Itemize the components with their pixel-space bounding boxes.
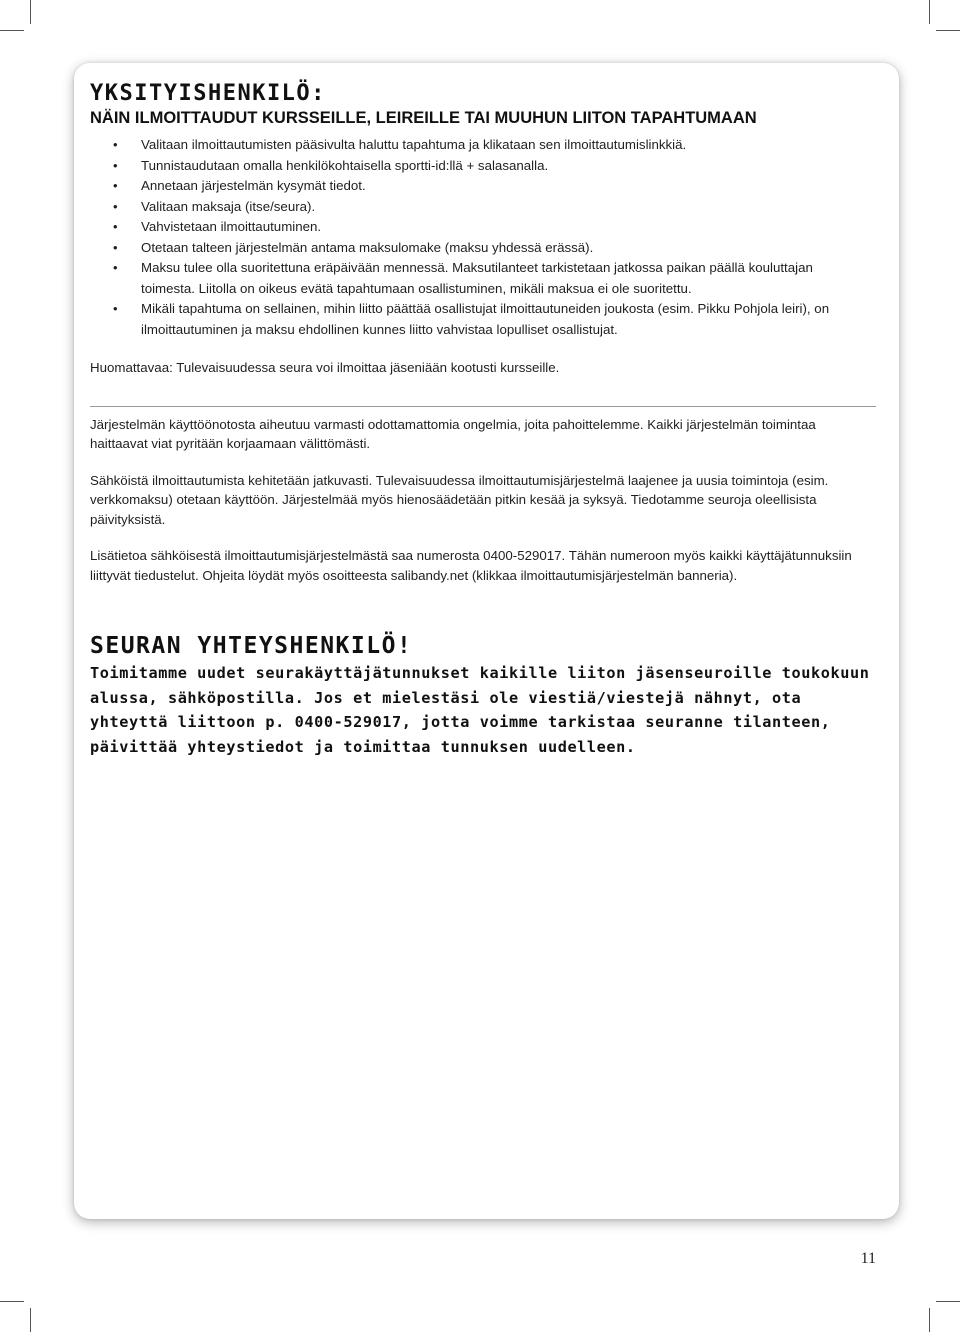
list-item: • Mikäli tapahtuma on sellainen, mihin liitto päättää osallistujat ilmoittautuneiden joukosta (esim. Pikku Pohjola leiri), on ilmoittautuminen ja maksu ehdollinen kunnes liitto vahvistaa lopulliset osallistujat.	[90, 299, 870, 340]
crop-mark	[30, 1308, 31, 1332]
content-card	[74, 63, 899, 1219]
crop-mark	[929, 1308, 930, 1332]
note-paragraph: Huomattavaa: Tulevaisuudessa seura voi ilmoittaa jäseniään kootusti kursseille.	[90, 360, 560, 375]
list-item: • Valitaan ilmoittautumisten pääsivulta haluttu tapahtuma ja klikataan sen ilmoittautumislinkkiä.	[90, 135, 870, 156]
crop-mark	[929, 0, 930, 24]
list-item: • Maksu tulee olla suoritettuna eräpäivään mennessä. Maksutilanteet tarkistetaan jatkossa paikan päällä kouluttajan toimesta. Liitolla on oikeus evätä tapahtumaan osallistuminen, mikäli maksua ei ole suoritettu.	[90, 258, 870, 299]
list-item: • Annetaan järjestelmän kysymät tiedot.	[90, 176, 870, 197]
instruction-list	[90, 135, 870, 340]
list-item: • Tunnistaudutaan omalla henkilökohtaisella sportti-id:llä + salasanalla.	[90, 156, 870, 177]
crop-mark	[936, 1301, 960, 1302]
info-paragraph: Järjestelmän käyttöönotosta aiheutuu varmasti odottamattomia ongelmia, joita pahoittelemme. Kaikki järjestelmän toimintaa haittaavat viat pyritään korjaamaan välittömästi.	[90, 416, 816, 451]
section1-subtitle: NÄIN ILMOITTAUDUT KURSSEILLE, LEIREILLE TAI MUUHUN LIITON TAPAHTUMAAN	[90, 109, 757, 127]
crop-mark	[0, 1301, 24, 1302]
info-paragraph: Sähköistä ilmoittautumista kehitetään jatkuvasti. Tulevaisuudessa ilmoittautumisjärjestelmä laajenee ja uusia toimintoja (esim. verkkomaksu) otetaan käyttöön. Järjestelmää myös hienosäädetään pitkin kesää ja syksyä. Tiedotamme seuroja oleellisista päivityksistä.	[90, 472, 829, 527]
crop-mark	[0, 30, 24, 31]
section2-body: Toimitamme uudet seurakäyttäjätunnukset kaikille liiton jäsenseuroille toukokuun alussa, sähköpostilla. Jos et mielestäsi ole viestiä/viestejä nähnyt, ota yhteyttä liittoon p. 0400-529017, jotta voimme tarkistaa seuranne tilanteen, päivittää yhteystiedot ja toimittaa tunnuksen uudelleen.	[90, 664, 870, 756]
card-content	[90, 81, 870, 759]
section2-title: SEURAN YHTEYSHENKILÖ!	[90, 633, 413, 659]
section1-title: YKSITYISHENKILÖ:	[90, 81, 326, 106]
list-item: • Valitaan maksaja (itse/seura).	[90, 197, 870, 218]
list-item: • Otetaan talteen järjestelmän antama maksulomake (maksu yhdessä erässä).	[90, 238, 870, 259]
list-item: • Vahvistetaan ilmoittautuminen.	[90, 217, 870, 238]
info-paragraph: Lisätietoa sähköisestä ilmoittautumisjärjestelmästä saa numerosta 0400-529017. Tähän numeroon myös kaikki käyttäjätunnuksiin liittyvät tiedustelut. Ohjeita löydät myös osoitteesta salibandy.net (klikkaa ilmoittautumisjärjestelmän banneria).	[90, 548, 852, 583]
page-number: 11	[860, 1250, 876, 1267]
divider	[90, 406, 876, 407]
crop-mark	[30, 0, 31, 24]
crop-mark	[936, 30, 960, 31]
